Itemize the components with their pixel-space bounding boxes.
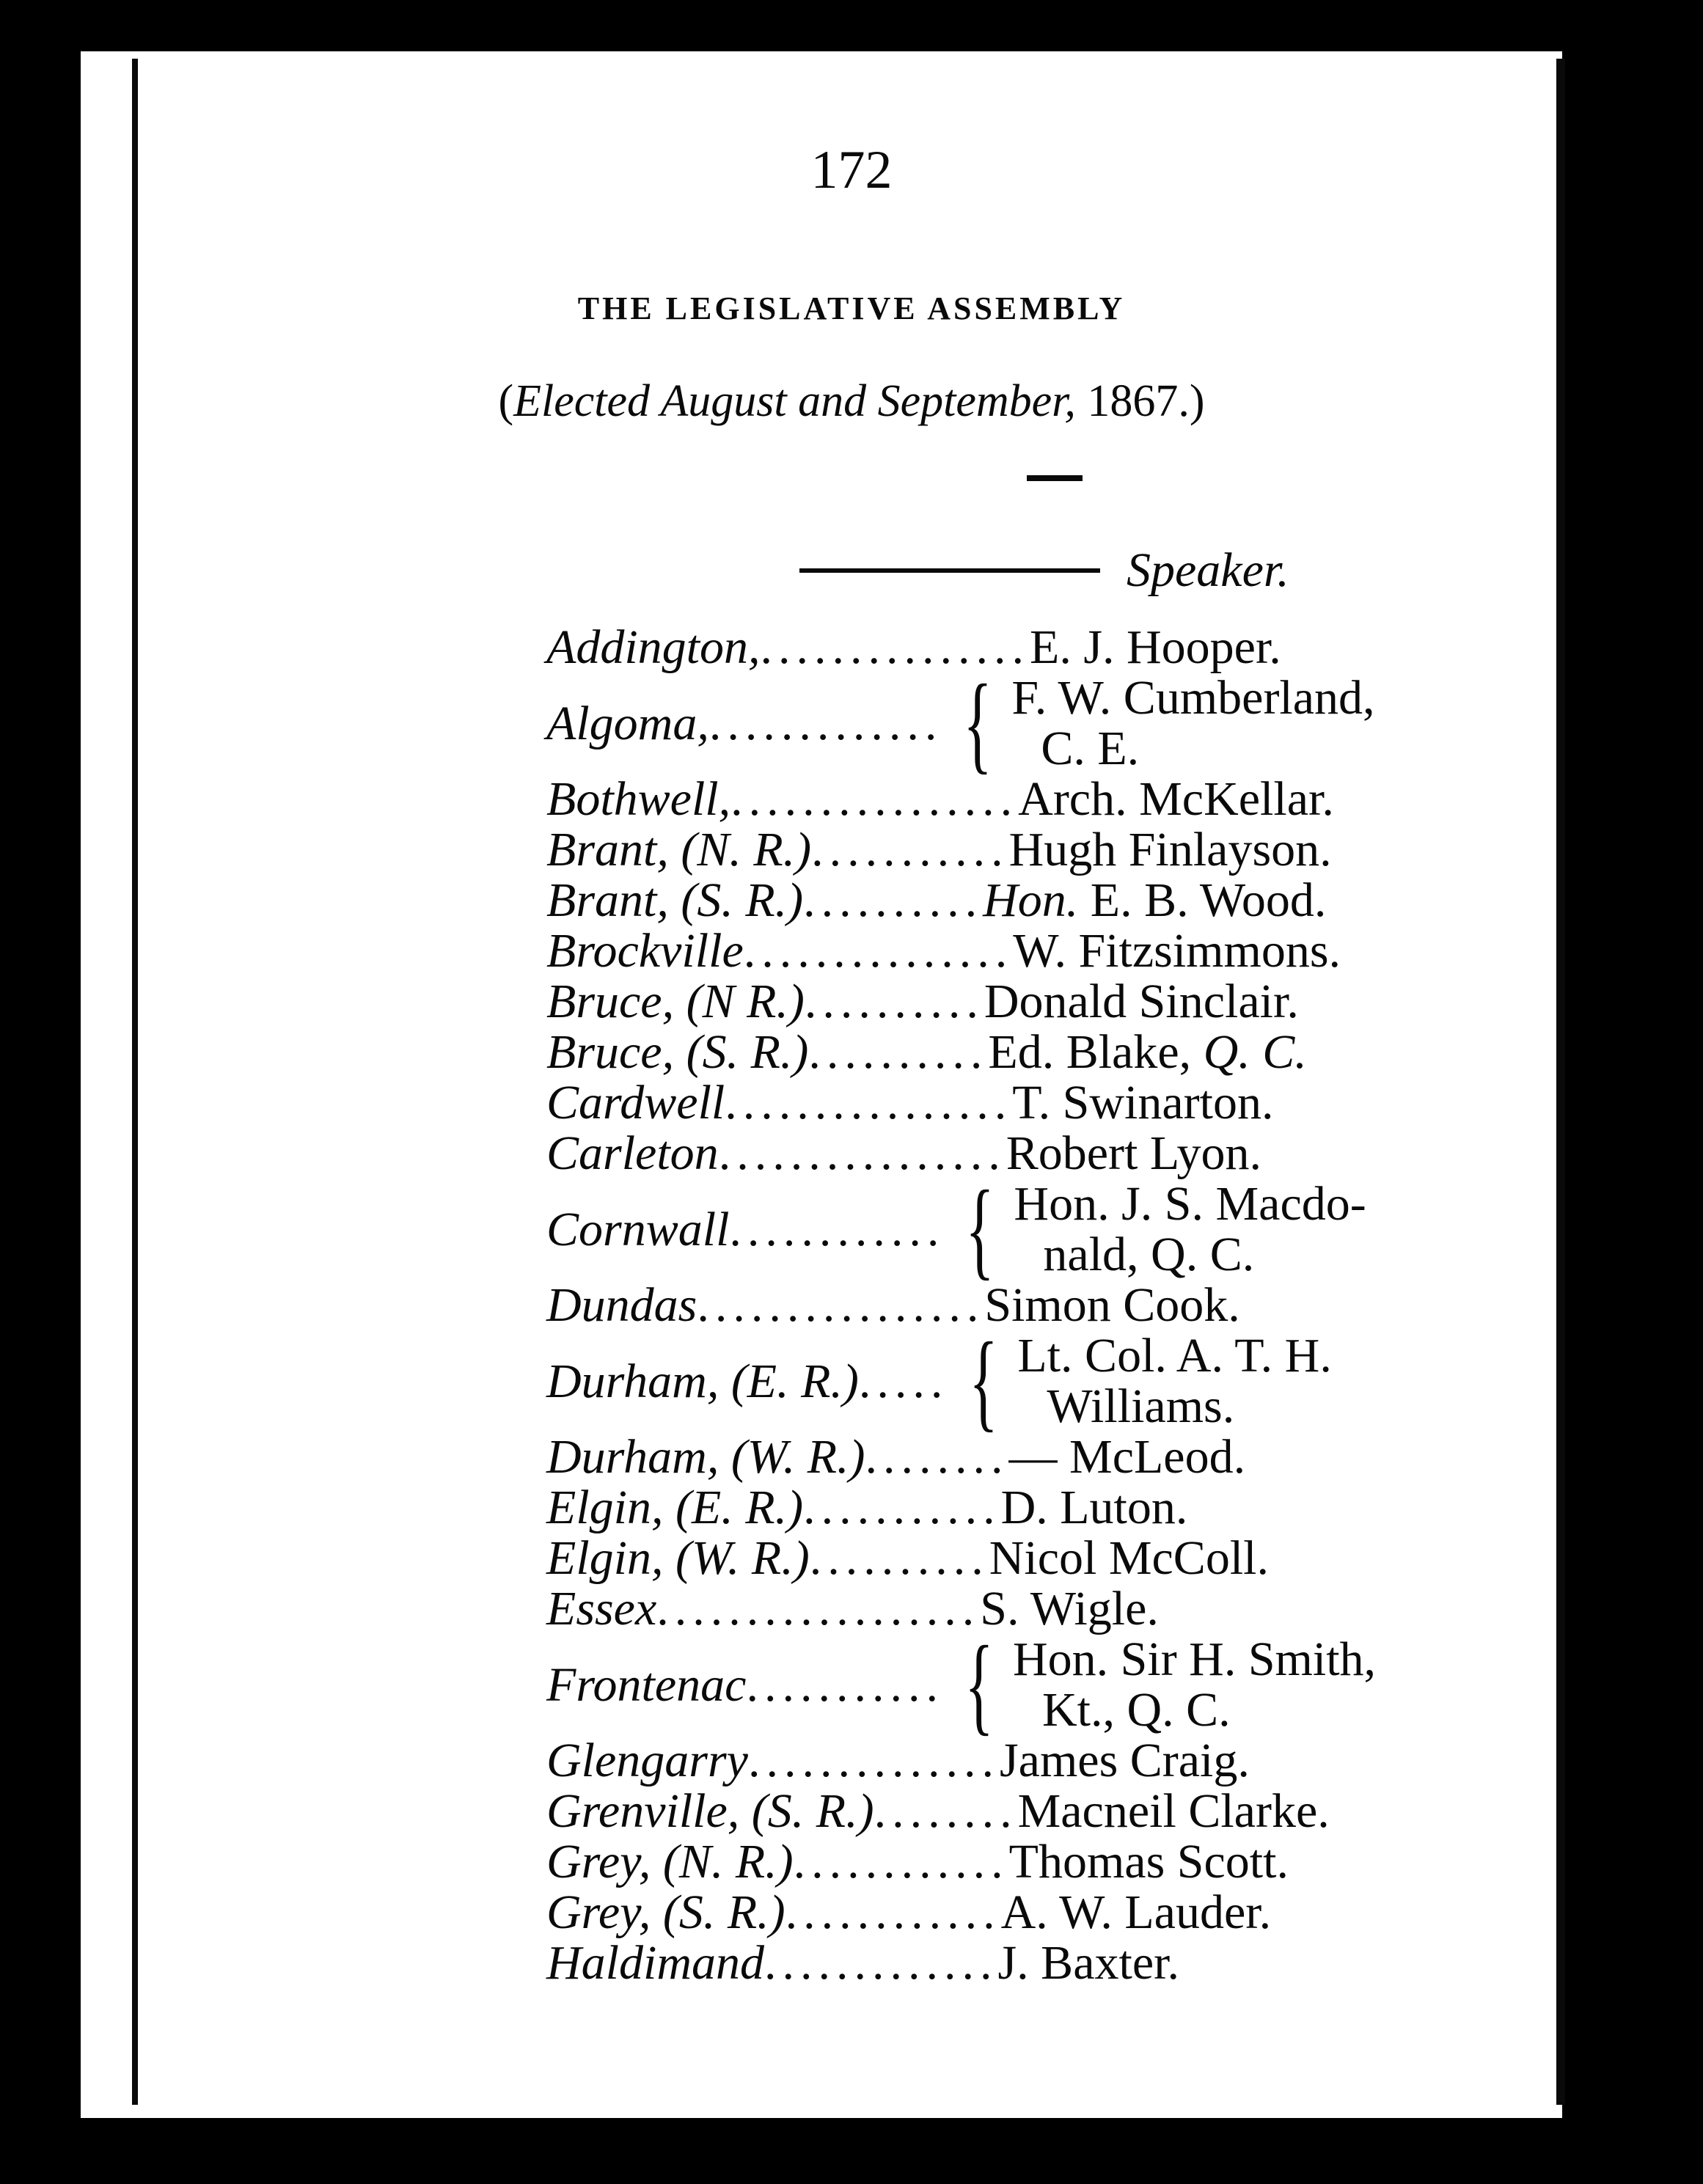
list-item [546, 774, 1559, 824]
leader-dots: ................ [730, 774, 1019, 824]
member-name-line: Hon. Sir H. Smith, [1012, 1632, 1377, 1686]
list-item [546, 1533, 1559, 1583]
subheader-italic: Elected August and September, [513, 376, 1076, 426]
leader-dots: ........... [811, 824, 1009, 875]
riding-name: Grenville, (S. R.) [546, 1784, 874, 1838]
member-name [1006, 1128, 1261, 1179]
list-item [546, 662, 1559, 784]
separator-rule [1027, 475, 1083, 481]
member-name [1012, 1077, 1273, 1128]
leader-dots: ............. [708, 697, 943, 749]
member-name [1009, 824, 1332, 875]
speaker-row [799, 543, 1289, 598]
member-name [1000, 1735, 1250, 1786]
leader-dots: ................ [725, 1077, 1013, 1128]
page-number: 172 [810, 140, 893, 200]
member-name-line: F. W. Cumberland, [1011, 671, 1375, 725]
riding-name: Glengarry [546, 1734, 748, 1787]
member-name [1017, 1330, 1331, 1432]
member-text: Thomas Scott. [1008, 1835, 1289, 1888]
leader-dots: .......... [808, 1027, 989, 1077]
member-text: J. Baxter. [997, 1936, 1179, 1990]
member-text: T. Swinarton. [1012, 1076, 1274, 1129]
member-name [1009, 1432, 1246, 1482]
leader-dots: ........... [746, 1659, 944, 1710]
riding-name: Durham, (W. R.) [546, 1430, 865, 1484]
leader-dots: .......... [803, 875, 984, 926]
riding-name: Brant, (S. R.) [546, 873, 804, 927]
curly-brace-icon: { [965, 1168, 995, 1290]
member-name [1018, 774, 1334, 824]
curly-brace-icon: { [963, 662, 993, 784]
list-item [546, 824, 1559, 875]
member-name [1018, 1786, 1330, 1836]
member-name [1009, 1836, 1289, 1887]
member-name-line: Kt., Q. C. [1041, 1683, 1231, 1737]
curly-brace-icon: { [964, 1624, 994, 1745]
leader-dots: ........ [874, 1786, 1018, 1836]
member-text: James Craig. [999, 1734, 1250, 1787]
list-item [546, 622, 1559, 673]
member-text: D. Luton. [1000, 1481, 1188, 1534]
list-item [546, 926, 1559, 976]
leader-dots: .......... [804, 976, 984, 1027]
riding-name: Bruce, (N R.) [546, 975, 805, 1028]
member-text: Arch. McKellar. [1018, 772, 1334, 826]
riding-name: Cornwall [546, 1202, 730, 1256]
member-text: Nicol McColl. [989, 1531, 1269, 1585]
list-item [546, 1168, 1559, 1290]
member-name-line: nald, Q. C. [1043, 1228, 1255, 1281]
member-text: Donald Sinclair. [984, 975, 1299, 1028]
riding-name: Haldimand [546, 1936, 764, 1990]
leader-dots: ........ [865, 1432, 1009, 1482]
member-name [989, 1533, 1269, 1583]
leader-dots: ............ [729, 1203, 945, 1255]
member-name [1001, 1482, 1188, 1533]
member-title: Hon. [983, 873, 1079, 927]
riding-name: Algoma, [546, 696, 709, 750]
riding-name: Frontenac [546, 1657, 747, 1712]
list-item [546, 1280, 1559, 1330]
list-item [546, 1482, 1559, 1533]
member-name [1030, 622, 1281, 673]
speaker-blank-line [799, 568, 1100, 573]
riding-name: Grey, (S. R.) [546, 1886, 785, 1939]
member-name [1013, 1634, 1376, 1735]
member-text: Simon Cook. [984, 1278, 1240, 1332]
member-honorific: Q. C. [1203, 1025, 1307, 1079]
member-name [984, 1280, 1239, 1330]
member-name [998, 1938, 1179, 1988]
riding-name: Addington, [546, 620, 761, 674]
list-item [546, 1128, 1559, 1179]
riding-member-list [546, 622, 1559, 1988]
riding-name: Brant, (N. R.) [546, 823, 812, 876]
speaker-label: Speaker. [1127, 543, 1289, 597]
riding-name: Durham, (E. R.) [546, 1354, 859, 1408]
leader-dots: ........... [803, 1482, 1001, 1533]
list-item [546, 1836, 1559, 1887]
riding-name: Elgin, (W. R.) [546, 1531, 810, 1585]
member-name-line: C. E. [1041, 722, 1140, 775]
list-item [546, 1786, 1559, 1836]
riding-name: Cardwell [546, 1076, 725, 1129]
riding-name: Brockville [546, 924, 744, 978]
riding-name: Essex [546, 1582, 657, 1635]
leader-dots: .................. [656, 1583, 981, 1634]
list-item [546, 875, 1559, 926]
member-text: W. Fitzsimmons. [1013, 924, 1341, 978]
member-text: Macneil Clarke. [1017, 1784, 1330, 1838]
member-name-line: Williams. [1047, 1379, 1235, 1433]
list-item [546, 976, 1559, 1027]
leader-dots: ............... [760, 622, 1030, 673]
leader-dots: ................ [697, 1280, 985, 1330]
election-subheader [0, 375, 1703, 428]
leader-dots: ............. [764, 1938, 998, 1988]
member-name [983, 875, 1326, 926]
member-text: Robert Lyon. [1006, 1126, 1261, 1180]
member-name [1011, 673, 1374, 774]
member-name [1001, 1887, 1271, 1938]
member-name [980, 1583, 1159, 1634]
member-name [1013, 926, 1341, 976]
leader-dots: .............. [747, 1735, 1000, 1786]
member-text: A. W. Lauder. [1000, 1886, 1272, 1939]
list-item [546, 1077, 1559, 1128]
member-text: — McLeod. [1008, 1430, 1246, 1484]
leader-dots: ............ [793, 1836, 1009, 1887]
subheader-year: 1867.) [1075, 376, 1205, 426]
list-item [546, 1027, 1559, 1077]
riding-name: Grey, (N. R.) [546, 1835, 794, 1888]
member-text: Ed. Blake, [988, 1025, 1204, 1079]
list-item [546, 1320, 1559, 1442]
leader-dots: ..... [858, 1355, 949, 1407]
list-item [546, 1432, 1559, 1482]
list-item [546, 1735, 1559, 1786]
riding-name: Elgin, (E. R.) [546, 1481, 804, 1534]
member-name-line: Lt. Col. A. T. H. [1017, 1329, 1332, 1382]
member-text: S. Wigle. [980, 1582, 1159, 1635]
subheader-open-paren: ( [498, 376, 514, 426]
curly-brace-icon: { [969, 1320, 999, 1442]
leader-dots: ................ [718, 1128, 1006, 1179]
member-text: E. B. Wood. [1078, 873, 1327, 927]
member-name [988, 1027, 1306, 1077]
member-name [1014, 1179, 1366, 1280]
riding-name: Bothwell, [546, 772, 731, 826]
section-header: THE LEGISLATIVE ASSEMBLY [577, 290, 1126, 326]
member-text: E. J. Hooper. [1030, 620, 1281, 674]
page-binding-edge-left [132, 59, 138, 2105]
riding-name: Dundas [546, 1278, 697, 1332]
member-text: Hugh Finlayson. [1008, 823, 1332, 876]
riding-name: Carleton [546, 1126, 719, 1180]
list-item [546, 1938, 1559, 1988]
member-name-line: Hon. J. S. Macdo- [1014, 1177, 1366, 1231]
list-item [546, 1624, 1559, 1745]
leader-dots: ............... [743, 926, 1014, 976]
leader-dots: ............ [785, 1887, 1001, 1938]
list-item [546, 1887, 1559, 1938]
list-item [546, 1583, 1559, 1634]
riding-name: Bruce, (S. R.) [546, 1025, 809, 1079]
leader-dots: .......... [809, 1533, 989, 1583]
member-name [984, 976, 1299, 1027]
